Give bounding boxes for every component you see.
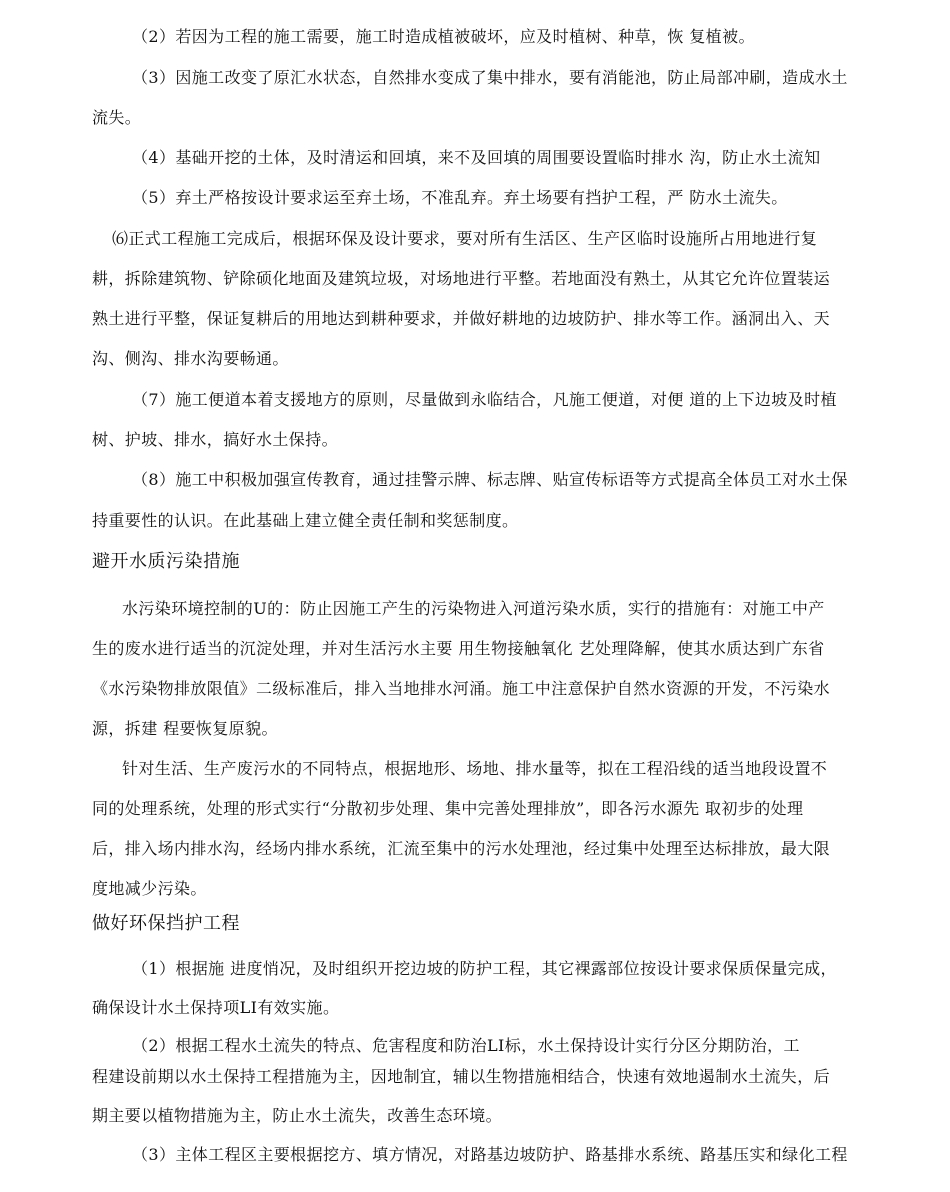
paragraph-line: （1）根据施 进度悄况，及时组织开挖边坡的防护工程，其它裸露部位按设计要求保质保量完成， (132, 959, 837, 978)
paragraph-line: 树、护坡、排水，搞好水土保持。 (92, 430, 339, 449)
paragraph-line: （5）弃土严格按设计要求运至弃土场，不准乱弃。弃土场要有挡护工程，严 防水土流失。 (132, 188, 788, 207)
paragraph-line: （7）施工便道本着支援地方的原则，尽量做到永临结合，凡施工便道，对便 道的上下边坡及时植 (132, 390, 837, 409)
paragraph-line: 针对生活、生产废污水的不同特点，根据地形、场地、排水量等，拟在工程沿线的适当地段设置不 (122, 759, 828, 778)
paragraph-line: 程建设前期以水土保持工程措施为主，因地制宜，辅以生物措施相结合，快速有效地遏制水土流失，后 (92, 1067, 831, 1086)
paragraph-line: 《水污染物排放限值》二级标准后，排入当地排水河涌。施工中注意保护自然水资源的开发，不污染水 (92, 679, 831, 698)
paragraph-line: （2）若因为工程的施工需要，施工时造成植被破坏，应及时植树、种草，恢 复植被。 (132, 27, 755, 46)
paragraph-line: 流失。 (92, 108, 142, 127)
paragraph-line: 确保设计水土保持项LI有效实施。 (92, 998, 340, 1017)
paragraph-line: 后，排入场内排水沟，经场内排水系统，汇流至集中的污水处理池，经过集中处理至达标排放，最大限 (92, 839, 831, 858)
paragraph-line: 度地减少污染。 (92, 879, 207, 898)
section-heading: 避开水质污染措施 (92, 551, 240, 572)
paragraph-line: 源，拆建 程要恢复原貌。 (92, 719, 278, 738)
paragraph-line: （3）主体工程区主要根据挖方、填方情况，对路基边坡防护、路基排水系统、路基压实和绿化工程 (132, 1145, 848, 1164)
section-heading: 做好环保挡护工程 (92, 913, 240, 934)
paragraph-line: 沟、侧沟、排水沟要畅通。 (92, 349, 289, 368)
paragraph-line: （4）基础开挖的土体，及时清运和回填，来不及回填的周围要设置临时排水 沟，防止水土流知 (132, 148, 821, 167)
paragraph-line: 水污染环境控制的U的：防止因施工产生的污染物进入河道污染水质，实行的措施有：对施工中产 (122, 599, 825, 618)
paragraph-line: 期主要以植物措施为主，防止水土流失，改善生态环境。 (92, 1106, 503, 1125)
paragraph-line: 熟土进行平整，保证复耕后的用地达到耕种要求，并做好耕地的边坡防护、排水等工作。涵洞出入、天 (92, 309, 831, 328)
paragraph-line: （3）因施工改变了原汇水状态，自然排水变成了集中排水，要有消能池，防止局部冲刷，造成水土 (132, 68, 848, 87)
paragraph-line: （2）根据工程水土流失的特点、危害程度和防治LI标，水土保持设计实行分区分期防治，工 (132, 1036, 800, 1055)
paragraph-line: 生的废水进行适当的沉淀处理，并对生活污水主要 用生物接触氧化 艺处理降解，使其水质达到广东省 (92, 639, 825, 658)
paragraph-line: 同的处理系统，处理的形式实行“分散初步处理、集中完善处理排放”，即各污水源先 取初步的处理 (92, 799, 804, 818)
paragraph-line: （8）施工中积极加强宣传教育，通过挂警示牌、标志牌、贴宣传标语等方式提高全体员工对水土保 (132, 470, 848, 489)
paragraph-line: 耕，拆除建筑物、铲除硕化地面及建筑垃圾，对场地进行平整。若地面没有熟土，从其它允许位置装运 (92, 269, 831, 288)
paragraph-line: 持重要性的认识。在此基础上建立健全责任制和奖惩制度。 (92, 511, 519, 530)
paragraph-line: ⑹正式工程施工完成后，根据环保及设计要求，要对所有生活区、生产区临时设施所占用地进行复 (112, 229, 818, 248)
